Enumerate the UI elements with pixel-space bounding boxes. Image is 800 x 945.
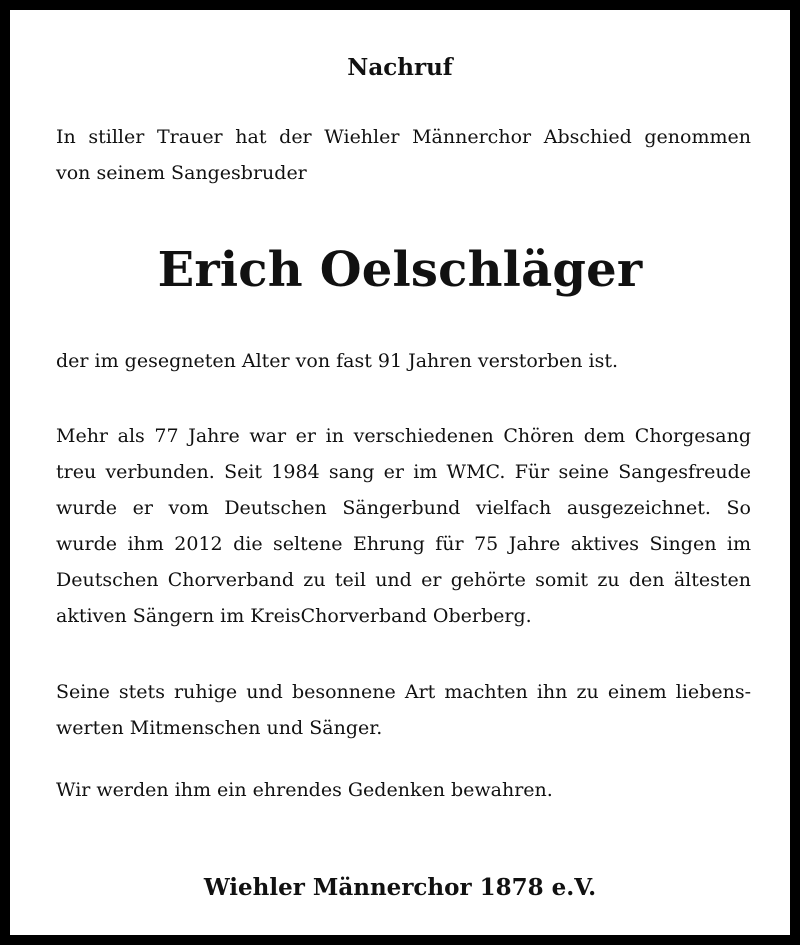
career-line: treu verbunden. Seit 1984 sang er im WMC. Für seine Sangesfreude: [56, 461, 751, 483]
career-line: wurde er vom Deutschen Sängerbund vielfach ausgezeichnet. So: [56, 497, 751, 519]
character-line: Seine stets ruhige und besonnene Art machten ihn zu einem liebens-: [56, 681, 751, 703]
intro-line-2: von seinem Sangesbruder: [56, 162, 307, 184]
career-line: aktiven Sängern im KreisChorverband Oberberg.: [56, 605, 532, 627]
intro-line-1: In stiller Trauer hat der Wiehler Männerchor Abschied genommen: [56, 126, 751, 148]
signature: Wiehler Männerchor 1878 e.V.: [203, 874, 597, 901]
career-paragraph: [56, 418, 751, 634]
intro-paragraph: [56, 119, 751, 191]
notice-heading: Nachruf: [347, 54, 453, 81]
character-paragraph: [56, 674, 751, 746]
career-line: Deutschen Chorverband zu teil und er gehörte somit zu den ältesten: [56, 569, 751, 591]
age-line: der im gesegneten Alter von fast 91 Jahren verstorben ist.: [56, 350, 619, 372]
career-line: Mehr als 77 Jahre war er in verschiedenen Chören dem Chorgesang: [56, 425, 751, 447]
memory-paragraph: [56, 772, 751, 808]
character-line: werten Mitmenschen und Sänger.: [56, 717, 383, 739]
memory-line: Wir werden ihm ein ehrendes Gedenken bewahren.: [56, 779, 553, 801]
career-line: wurde ihm 2012 die seltene Ehrung für 75 Jahre aktives Singen im: [56, 533, 751, 555]
deceased-name: Erich Oelschläger: [157, 242, 643, 298]
age-paragraph: [56, 343, 751, 379]
